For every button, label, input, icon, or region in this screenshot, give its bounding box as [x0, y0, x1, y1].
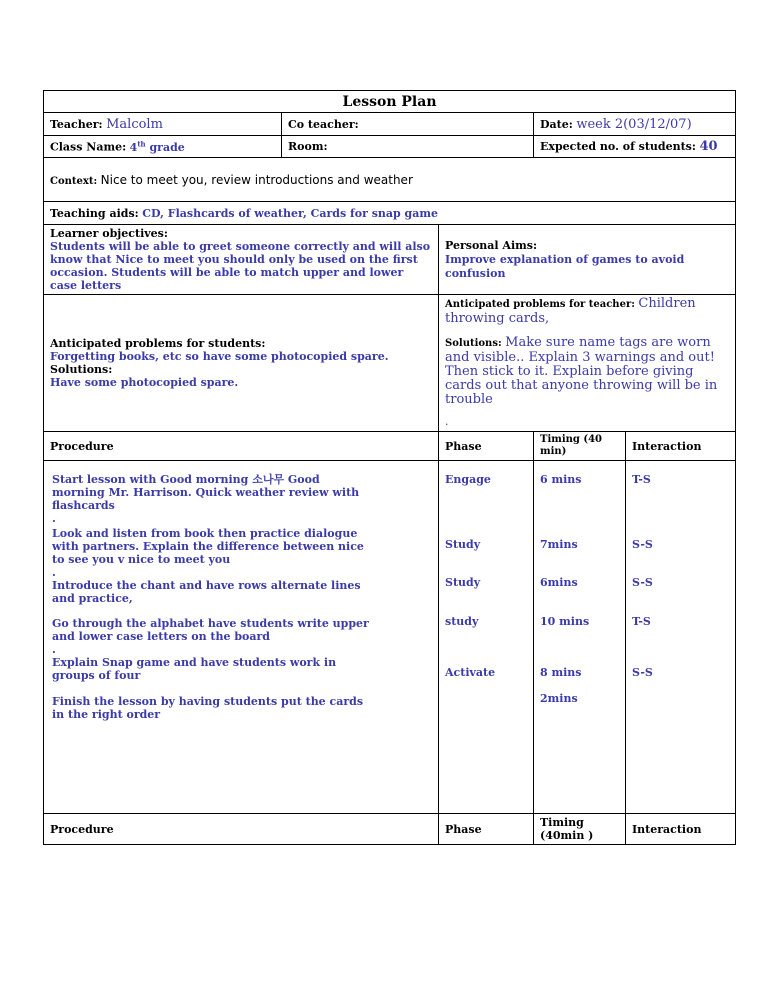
procedure-step: Finish the lesson by having students put the cards in the right order	[52, 695, 364, 721]
expected-students-label: Expected no. of students:	[540, 140, 696, 153]
interaction-header: Interaction	[626, 432, 736, 461]
teacher-solutions-value: Make sure name tags are worn and visible.. Explain 3 warnings and out! Then stick to it. Explain before giving cards out that anyone throwing will be in trouble	[445, 335, 718, 407]
phase-column	[439, 461, 534, 814]
teacher-problems-cell	[439, 295, 736, 432]
teaching-aids-cell	[44, 202, 736, 225]
class-name-label: Class Name:	[50, 140, 127, 154]
phase-value: Engage	[445, 473, 491, 486]
student-problems-cell	[44, 295, 439, 432]
timing-value: 7mins	[540, 538, 578, 551]
timing-value: 8 mins	[540, 666, 582, 679]
personal-aims-value: Improve explanation of games to avoid confusion	[445, 252, 685, 280]
expected-students-value: 40	[699, 139, 718, 154]
context-cell	[44, 158, 736, 202]
timing-value: 10 mins	[540, 615, 590, 628]
phase-value: Study	[445, 576, 481, 589]
co-teacher-label: Co teacher:	[288, 117, 359, 131]
student-solutions-label: Solutions:	[50, 363, 113, 376]
timing-value: 2mins	[540, 692, 578, 705]
timing-header: Timing (40 min)	[534, 432, 626, 461]
context-label: Context:	[50, 175, 98, 187]
page-title: Lesson Plan	[44, 91, 736, 113]
procedure-step: Introduce the chant and have rows alternate lines and practice,	[52, 579, 361, 605]
teacher-label: Teacher:	[50, 117, 103, 131]
teacher-solutions-label: Solutions:	[445, 338, 502, 349]
teacher-problems-label: Anticipated problems for teacher:	[445, 299, 635, 310]
procedure-step: Go through the alphabet have students write upper and lower case letters on the board .	[52, 617, 369, 656]
footer-timing-header: Timing (40min )	[534, 814, 626, 845]
timing-value: 6mins	[540, 576, 578, 589]
interaction-value: T-S	[632, 473, 651, 486]
co-teacher-cell	[282, 113, 534, 136]
interaction-value: S-S	[632, 666, 653, 679]
learner-objectives-label: Learner objectives:	[50, 227, 168, 240]
footer-procedure-header: Procedure	[44, 814, 439, 845]
class-name-cell	[44, 136, 282, 158]
personal-aims-label: Personal Aims:	[445, 238, 538, 252]
teacher-value: Malcolm	[106, 116, 163, 132]
phase-value: Study	[445, 538, 481, 551]
student-solutions-value: Have some photocopied spare.	[50, 376, 239, 389]
learner-objectives-value: Students will be able to greet someone correctly and will also know that Nice to meet you should only be used on the first occasion. Students will be able to match upper and lower case letters	[50, 240, 431, 292]
phase-header: Phase	[439, 432, 534, 461]
interaction-value: S-S	[632, 576, 653, 589]
interaction-column	[626, 461, 736, 814]
lesson-plan-sheet	[43, 90, 735, 845]
interaction-value: S-S	[632, 538, 653, 551]
teacher-problems-value: Children throwing cards,	[445, 296, 696, 326]
student-problems-value: Forgetting books, etc so have some photocopied spare.	[50, 350, 389, 363]
interaction-value: T-S	[632, 615, 651, 628]
class-name-value: 4th grade	[129, 139, 185, 154]
footer-phase-header: Phase	[439, 814, 534, 845]
procedure-step: Explain Snap game and have students work in groups of four	[52, 656, 337, 682]
teaching-aids-value: CD, Flashcards of weather, Cards for snap game	[142, 206, 439, 220]
date-value: week 2(03/12/07)	[576, 116, 692, 132]
footer-interaction-header: Interaction	[626, 814, 736, 845]
context-value: Nice to meet you, review introductions and weather	[100, 172, 413, 187]
procedure-column	[44, 461, 439, 814]
room-label: Room:	[288, 140, 328, 153]
room-cell	[282, 136, 534, 158]
timing-value: 6 mins	[540, 473, 582, 486]
phase-value: Activate	[445, 666, 496, 679]
expected-students-cell	[534, 136, 736, 158]
date-label: Date:	[540, 117, 573, 131]
teacher-solutions-trailing: .	[445, 415, 449, 428]
teacher-cell	[44, 113, 282, 136]
phase-value: study	[445, 615, 479, 628]
learner-objectives-cell	[44, 225, 439, 295]
procedure-header: Procedure	[44, 432, 439, 461]
teaching-aids-label: Teaching aids:	[50, 206, 139, 220]
lesson-plan-table	[43, 90, 736, 845]
timing-column	[534, 461, 626, 814]
date-cell	[534, 113, 736, 136]
procedure-step: Look and listen from book then practice dialogue with partners. Explain the difference between nice to see you v nice to meet you .	[52, 527, 364, 579]
student-problems-label: Anticipated problems for students:	[50, 337, 266, 350]
procedure-step: Start lesson with Good morning 소나무 Good morning Mr. Harrison. Quick weather review with flashcards .	[52, 473, 360, 525]
personal-aims-cell	[439, 225, 736, 295]
